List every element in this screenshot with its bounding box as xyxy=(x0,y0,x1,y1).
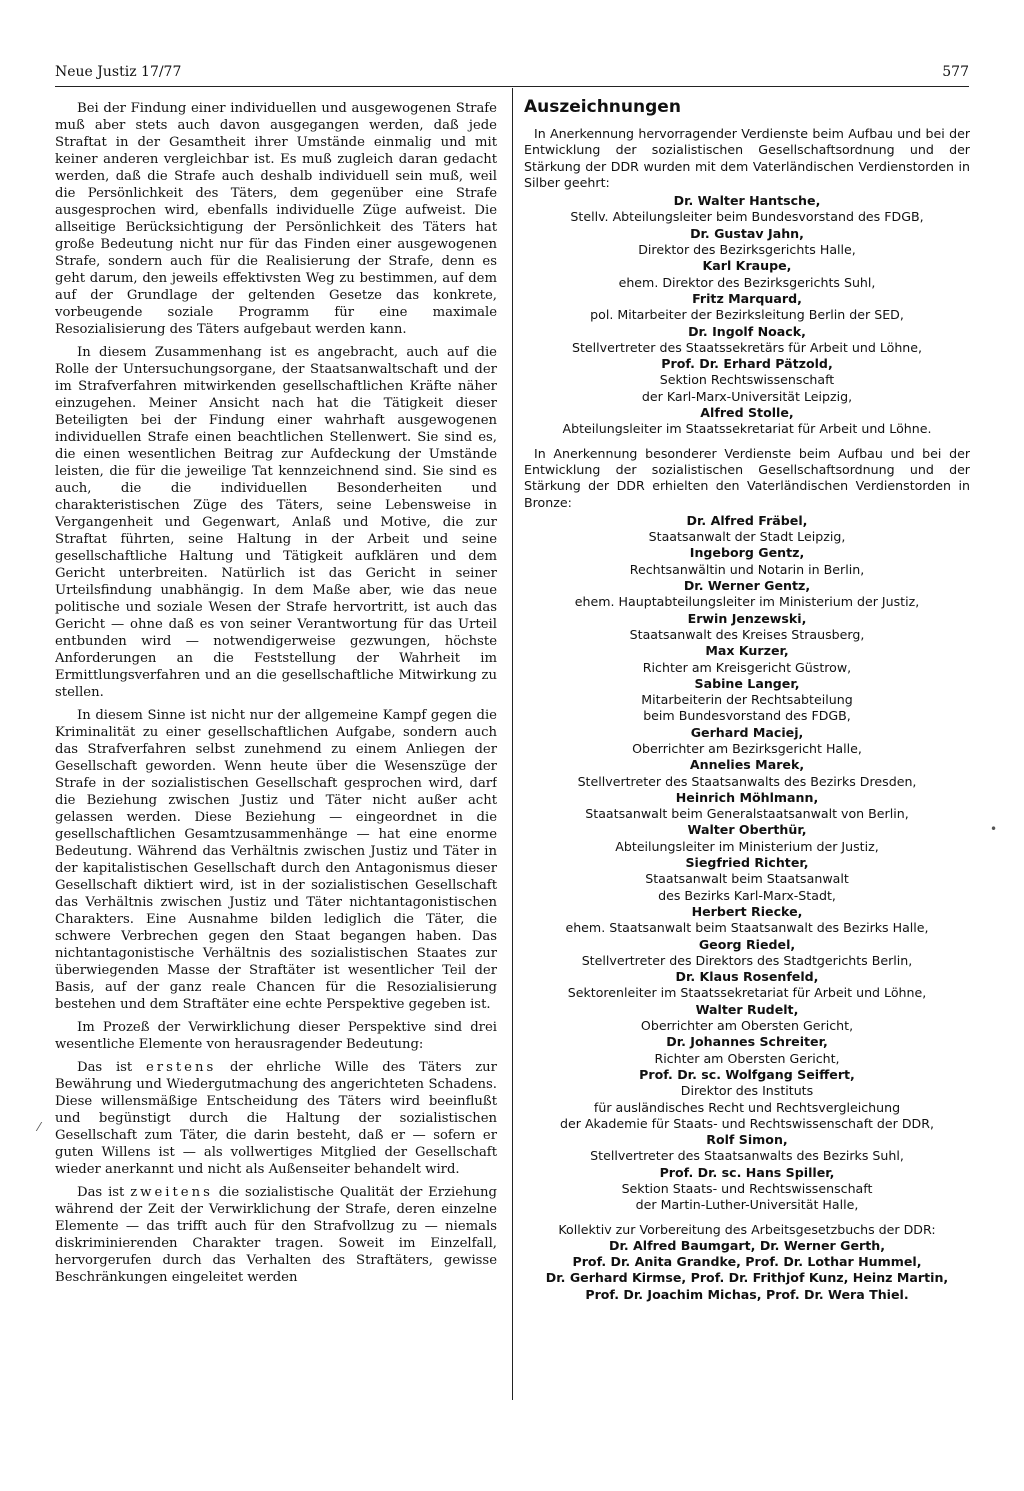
awardee-position: Oberrichter am Bezirksgericht Halle, xyxy=(632,740,862,756)
awardee-entry xyxy=(524,937,970,970)
awardee-name: Heinrich Möhlmann, xyxy=(675,789,819,805)
awardee-name: Karl Kraupe, xyxy=(702,258,792,274)
section-heading: Auszeichnungen xyxy=(524,97,681,117)
awardee-name: Gerhard Maciej, xyxy=(690,724,804,740)
kollektiv-members xyxy=(524,1238,970,1303)
bronze-intro: In Anerkennung besonderer Verdienste beim Aufbau und bei der Entwicklung der sozialistischen Gesellschaftsordnung und der Stärkung der DDR erhielten den Vaterländischen Verdienstorden in Bronze: xyxy=(524,445,970,510)
awardee-entry xyxy=(524,258,970,291)
awardee-entry xyxy=(524,1002,970,1035)
awardee-position: des Bezirks Karl-Marx-Stadt, xyxy=(658,887,836,903)
awardee-entry xyxy=(524,1132,970,1165)
awardee-position: Mitarbeiterin der Rechtsabteilung xyxy=(641,692,853,708)
awardee-entry xyxy=(524,855,970,904)
awardee-position: Sektion Rechtswissenschaft xyxy=(659,372,835,388)
emphasis-spaced: erstens xyxy=(145,1060,217,1075)
awardee-name: Max Kurzer, xyxy=(705,643,789,659)
awardee-position: Oberrichter am Obersten Gericht, xyxy=(640,1018,854,1034)
article-paragraph: In diesem Sinne ist nicht nur der allgemeine Kampf gegen die Kriminalität zu einer gesellschaftlichen Aufgabe, sondern auch das Strafverfahren selbst zunehmend zu einem Anliegen der Gesellschaft geworden. Wenn heute über die Wesenszüge der Strafe in der sozialistischen Gesellschaft gesprochen wird, darf die Beziehung zwischen Justiz und Täter nicht außer acht gelassen werden. Diese Beziehung — eingeordnet in die gesellschaftlichen Gesamtzusammenhänge — hat eine enorme Bedeutung. Während das Verhältnis zwischen Justiz und Täter in der kapitalistischen Gesellschaft durch den Antagonismus dieser Gesellschaft diktiert wird, ist in der sozialistischen Gesellschaft das Verhältnis zwischen Justiz und Täter nichtantagonistischen Charakters. Eine Ausnahme bilden lediglich die Täter, die schwere Verbrechen gegen den Staat begangen haben. Das nichtantagonistische Verhältnis des sozialistischen Staates zur überwiegenden Masse der Straftäter ist wesentlicher Teil der Basis, auf der ganz reale Chancen für die Resozialisierung bestehen und dem Straftäter eine echte Perspektive gegeben ist. xyxy=(55,708,497,1012)
awardee-position: Sektion Staats- und Rechtswissenschaft xyxy=(621,1181,873,1196)
awardee-position: ehem. Direktor des Bezirksgerichts Suhl, xyxy=(618,274,876,290)
awardee-name: Prof. Dr. Erhard Pätzold, xyxy=(661,356,833,372)
paragraph-prefix: Das ist xyxy=(77,1060,133,1075)
kollektiv-member-line: Dr. Gerhard Kirmse, Prof. Dr. Frithjof Kunz, Heinz Martin, xyxy=(545,1270,949,1286)
awardee-name: Dr. Klaus Rosenfeld, xyxy=(675,969,819,985)
awardee-name: Dr. Johannes Schreiter, xyxy=(666,1034,828,1050)
awardee-entry xyxy=(524,291,970,324)
article-paragraph: Bei der Findung einer individuellen und ausgewogenen Strafe muß aber stets auch davon ausgegangen werden, daß jede Straftat in der Gesamtheit ihrer Umstände einmalig und mit keiner anderen vergleichbar ist. Es muß zugleich daran gedacht werden, daß die Strafe auch deshalb individuell sein muß, weil die Persönlichkeit des Täters, dem gegenüber eine Strafe ausgesprochen wird, ebenfalls individuelle Züge aufweist. Die allseitige Berücksichtigung der Persönlichkeit des Täters hat große Bedeutung nicht nur für das Finden einer ausgewogenen Strafe, sondern auch für die Realisierung der Strafe, denn es geht darum, den jeweils effektivsten Weg zu bestimmen, auf dem auf der Grundlage der geltenden Gesetze das konkrete, vorbeugende soziale Programm für eine maximale Resozialisierung des Täters aufgebaut werden kann. xyxy=(55,101,497,337)
awardee-entry xyxy=(524,513,970,546)
awardee-position: Stellvertreter des Staatsanwalts des Bezirks Suhl, xyxy=(590,1148,904,1164)
awardee-name: Herbert Riecke, xyxy=(691,903,803,919)
awardee-position: ehem. Staatsanwalt beim Staatsanwalt des Bezirks Halle, xyxy=(565,920,929,936)
awardee-name: Rolf Simon, xyxy=(706,1132,788,1148)
awardee-position: Staatsanwalt der Stadt Leipzig, xyxy=(648,529,846,545)
awardee-entry xyxy=(524,1034,970,1067)
awardee-entry xyxy=(524,545,970,578)
bronze-awardees xyxy=(524,513,970,1214)
awardee-position: Sektorenleiter im Staatssekretariat für Arbeit und Löhne, xyxy=(567,985,927,1001)
awardee-entry xyxy=(524,904,970,937)
article-paragraph: Im Prozeß der Verwirklichung dieser Perspektive sind drei wesentliche Elemente von herausragender Bedeutung: xyxy=(55,1020,497,1052)
awardee-name: Dr. Werner Gentz, xyxy=(683,578,811,594)
kollektiv-member-line: Prof. Dr. Anita Grandke, Prof. Dr. Lothar Hummel, xyxy=(572,1254,922,1270)
awardee-position: der Akademie für Staats- und Rechtswissenschaft der DDR, xyxy=(560,1115,934,1131)
awardee-position: beim Bundesvorstand des FDGB, xyxy=(643,708,851,724)
awardee-entry xyxy=(524,643,970,676)
awardee-name: Ingeborg Gentz, xyxy=(689,545,805,561)
awardee-name: Annelies Marek, xyxy=(689,757,805,773)
awardee-entry xyxy=(524,611,970,644)
silver-awardees xyxy=(524,193,970,437)
awardee-position: Abteilungsleiter im Ministerium der Justiz, xyxy=(615,838,879,854)
awardee-position: Richter am Obersten Gericht, xyxy=(654,1050,840,1066)
awardee-name: Sabine Langer, xyxy=(694,675,800,691)
awardee-entry xyxy=(524,1165,970,1214)
awardee-position: Direktor des Bezirksgerichts Halle, xyxy=(638,242,856,258)
article-paragraph xyxy=(55,1059,497,1178)
awardee-position: pol. Mitarbeiter der Bezirksleitung Berlin der SED, xyxy=(590,307,904,323)
silver-intro: In Anerkennung hervorragender Verdienste beim Aufbau und bei der Entwicklung der sozialistischen Gesellschaftsordnung und der Stärkung der DDR wurden mit dem Vaterländischen Verdienstorden in Silber geehrt: xyxy=(524,126,970,190)
awardee-name: Alfred Stolle, xyxy=(700,405,794,421)
awardee-name: Prof. Dr. sc. Hans Spiller, xyxy=(659,1164,835,1180)
awardee-entry xyxy=(524,676,970,725)
awardee-name: Dr. Ingolf Noack, xyxy=(688,323,806,339)
awardee-entry xyxy=(524,226,970,259)
awardee-name: Erwin Jenzewski, xyxy=(687,610,807,626)
kollektiv-block xyxy=(524,1222,970,1303)
margin-mark: ⁄ xyxy=(38,1120,41,1134)
awardee-position: Staatsanwalt beim Generalstaatsanwalt von Berlin, xyxy=(585,806,909,822)
awardee-name: Walter Rudelt, xyxy=(695,1001,799,1017)
margin-mark: • xyxy=(990,822,998,836)
awardee-position: Direktor des Instituts xyxy=(680,1083,814,1099)
awardee-position: Staatsanwalt des Kreises Strausberg, xyxy=(629,626,865,642)
awardee-name: Dr. Gustav Jahn, xyxy=(690,225,804,241)
awardee-name: Prof. Dr. sc. Wolfgang Seiffert, xyxy=(639,1066,855,1082)
awardee-name: Walter Oberthür, xyxy=(687,822,807,838)
awardee-entry xyxy=(524,324,970,357)
paragraph-text: die sozialistische Qualität der Erziehung während der Zeit der Verwirklichung der Strafe, deren einzelne Elemente — das trifft auch für den Strafvollzug zu — niemals diskriminierenden Charakter tragen. Soweit im Einzelfall, hervorgerufen durch das Verhalten des Straftäters, gewisse Beschränkungen eingeleitet werden xyxy=(55,1185,497,1285)
awardee-entry xyxy=(524,405,970,438)
awardee-entry xyxy=(524,193,970,226)
journal-title: Neue Justiz 17/77 xyxy=(55,64,182,80)
awardee-position: der Karl-Marx-Universität Leipzig, xyxy=(641,388,853,404)
awardee-position: Stellvertreter des Staatsanwalts des Bezirks Dresden, xyxy=(577,773,917,789)
page-header xyxy=(55,64,969,84)
awardee-entry xyxy=(524,969,970,1002)
awardee-position: Abteilungsleiter im Staatssekretariat für Arbeit und Löhne. xyxy=(562,421,932,437)
awardee-name: Siegfried Richter, xyxy=(685,855,809,871)
column-divider xyxy=(512,88,513,1400)
emphasis-spaced: zweitens xyxy=(130,1185,213,1200)
awardee-entry xyxy=(524,1067,970,1132)
awardee-position: Stellv. Abteilungsleiter beim Bundesvorstand des FDGB, xyxy=(570,209,924,225)
awardee-entry xyxy=(524,578,970,611)
kollektiv-member-line: Prof. Dr. Joachim Michas, Prof. Dr. Wera Thiel. xyxy=(585,1286,909,1302)
awardee-position: ehem. Hauptabteilungsleiter im Ministerium der Justiz, xyxy=(574,594,920,610)
kollektiv-member-line: Dr. Alfred Baumgart, Dr. Werner Gerth, xyxy=(608,1237,886,1253)
article-paragraph: In diesem Zusammenhang ist es angebracht, auch auf die Rolle der Untersuchungsorgane, der Staatsanwaltschaft und der im Strafverfahren mitwirkenden gesellschaftlichen Kräfte näher einzugehen. Meiner Ansicht nach hat die Tätigkeit dieser Beteiligten bei der Findung einer wahrhaft ausgewogenen individuellen Strafe einen beachtlichen Stellenwert. Sie sind es, die einen wesentlichen Beitrag zur Aufdeckung der Umstände leisten, die für die jeweilige Tat kennzeichnend sind. Sie sind es auch, die die individuellen Besonderheiten und charakteristischen Züge des Täters, seine Lebensweise in Vergangenheit und Gegenwart, Anlaß und Motive, die zur Straftat führten, seine Haltung in der Arbeit und seine gesellschaftliche Haltung und Tätigkeit aufklären und dem Gericht unterbreiten. Natürlich ist das Gericht in seiner Urteilsfindung unabhängig. In dem Maße aber, wie das neue politische und soziale Wesen der Strafe hervortritt, ist auch das Gericht — ohne daß es von seiner Verantwortung für das Urteil entbunden wird — notwendigerweise gezwungen, höchste Anforderungen an die Feststellung der Wahrheit im Ermittlungsverfahren und an die gesellschaftliche Mitwirkung zu stellen. xyxy=(55,345,497,700)
awardee-name: Dr. Alfred Fräbel, xyxy=(686,512,808,528)
awardee-entry xyxy=(524,725,970,758)
awardee-entry xyxy=(524,757,970,790)
paragraph-text: der ehrliche Wille des Täters zur Bewährung und Wiedergutmachung des angerichteten Schadens. Diese willensmäßige Entscheidung des Täters wird beeinflußt und begünstigt durch die Haltung der sozialistischen Gesellschaft zum Täter, die darin besteht, daß er — sofern er guten Willens ist — als vollwertiges Mitglied der Gesellschaft wieder anerkannt und nicht als Außenseiter behandelt wird. xyxy=(55,1060,497,1177)
awardee-position: Richter am Kreisgericht Güstrow, xyxy=(642,659,852,675)
awardee-position: Stellvertreter des Direktors des Stadtgerichts Berlin, xyxy=(581,952,913,968)
awardee-name: Georg Riedel, xyxy=(698,936,796,952)
article-column xyxy=(55,100,497,1400)
awardee-entry xyxy=(524,356,970,405)
header-rule xyxy=(55,86,969,87)
awardee-entry xyxy=(524,790,970,823)
kollektiv-intro: Kollektiv zur Vorbereitung des Arbeitsgesetzbuchs der DDR: xyxy=(558,1221,936,1237)
article-paragraph xyxy=(55,1184,497,1286)
awards-column xyxy=(524,96,970,1408)
page-number: 577 xyxy=(942,64,969,80)
awardee-position: der Martin-Luther-Universität Halle, xyxy=(635,1197,859,1213)
awardee-position: Rechtsanwältin und Notarin in Berlin, xyxy=(629,561,865,577)
awardee-position: Stellvertreter des Staatssekretärs für Arbeit und Löhne, xyxy=(571,339,923,355)
paragraph-prefix: Das ist xyxy=(77,1185,125,1200)
awardee-position: für ausländisches Recht und Rechtsvergleichung xyxy=(593,1099,901,1115)
awardee-entry xyxy=(524,822,970,855)
awardee-name: Dr. Walter Hantsche, xyxy=(673,193,821,209)
awardee-position: Staatsanwalt beim Staatsanwalt xyxy=(645,871,849,887)
awardee-name: Fritz Marquard, xyxy=(692,290,802,306)
